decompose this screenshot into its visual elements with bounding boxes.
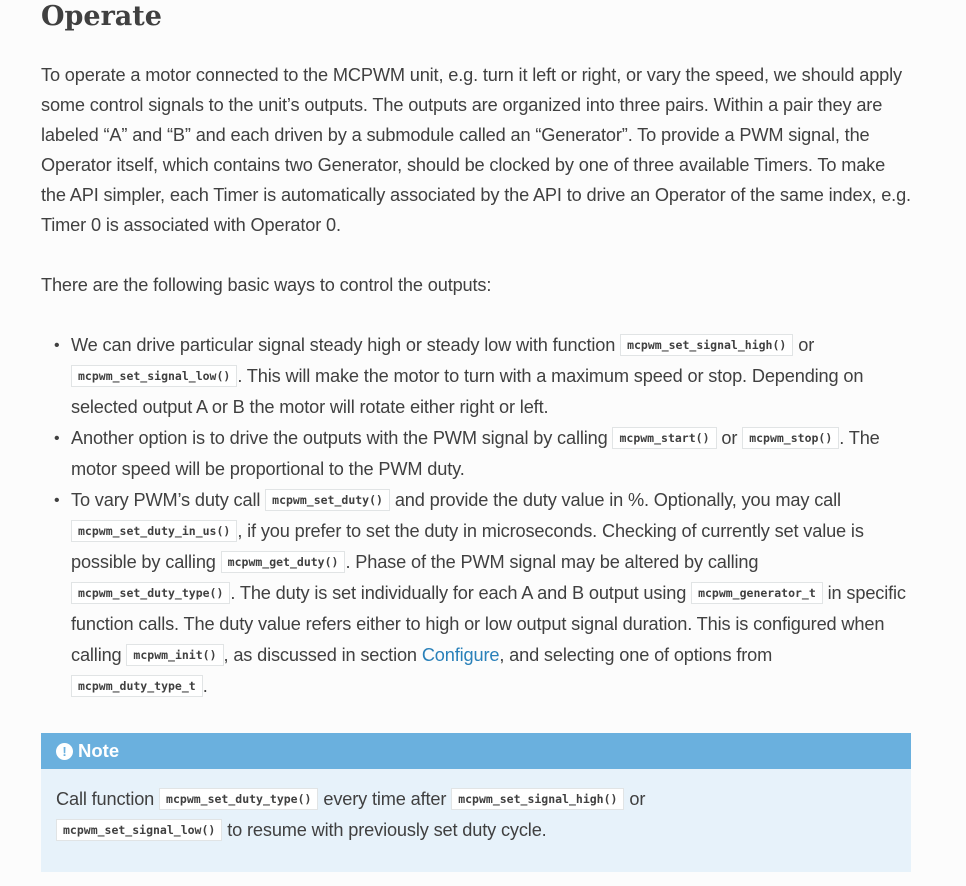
list-item: • To vary PWM’s duty call mcpwm_set_duty() and provide the duty value in %. Optionally, you may call mcpwm_set_duty_in_us() , if you prefer to set the duty in microseconds. Checking of currently set value is possible by calling mcpwm_get_duty() . Phase of the PWM signal may be altered by calling mcpwm_set_duty_type() . The duty is set individually for each A and B output using mcpwm_generator_t in specific function calls. The duty value refers either to high or low output signal duration. This is configured when calling mcpwm_init() , as discussed in section Configure, and selecting one of options from mcpwm_duty_type_t . [71, 485, 911, 702]
note-title: Note [78, 740, 120, 761]
note-body [41, 769, 911, 872]
list-item: • We can drive particular signal steady high or steady low with function mcpwm_set_signal_high() or mcpwm_set_signal_low() . This will make the motor to turn with a maximum speed or stop. Depending on selected output A or B the motor will rotate either right or left. [71, 330, 911, 423]
note-header [41, 733, 911, 769]
code-mcpwm-start: mcpwm_start() [612, 427, 716, 449]
code-mcpwm-get-duty: mcpwm_get_duty() [221, 551, 346, 573]
code-mcpwm-generator-t: mcpwm_generator_t [691, 582, 823, 604]
code-mcpwm-stop: mcpwm_stop() [742, 427, 839, 449]
lead-paragraph: There are the following basic ways to control the outputs: [41, 275, 492, 295]
code-mcpwm-set-signal-high: mcpwm_set_signal_high() [620, 334, 793, 356]
code-mcpwm-duty-type-t: mcpwm_duty_type_t [71, 675, 203, 697]
bullet-icon: • [54, 430, 60, 447]
list-item: • Another option is to drive the outputs with the PWM signal by calling mcpwm_start() or mcpwm_stop() . The motor speed will be proportional to the PWM duty. [71, 423, 911, 485]
code-mcpwm-set-duty: mcpwm_set_duty() [265, 489, 390, 511]
code-mcpwm-set-duty-in-us: mcpwm_set_duty_in_us() [71, 520, 237, 542]
code-mcpwm-set-signal-high: mcpwm_set_signal_high() [451, 788, 624, 810]
bullet-icon: • [54, 337, 60, 354]
code-mcpwm-set-signal-low: mcpwm_set_signal_low() [71, 365, 237, 387]
bullet-icon: • [54, 492, 60, 509]
code-mcpwm-set-signal-low: mcpwm_set_signal_low() [56, 819, 222, 841]
intro-paragraph: To operate a motor connected to the MCPWM unit, e.g. turn it left or right, or vary the speed, we should apply some control signals to the unit’s outputs. The outputs are organized into three pairs. Within a pair they are labeled “A” and “B” and each driven by a submodule called an “Generator”. To provide a PWM signal, the Operator itself, which contains two Generator, should be clocked by one of three available Timers. To make the API simpler, each Timer is automatically associated by the API to drive an Operator of the same index, e.g. Timer 0 is associated with Operator 0. [41, 65, 911, 235]
code-mcpwm-set-duty-type: mcpwm_set_duty_type() [71, 582, 230, 604]
note-paragraph: Call function mcpwm_set_duty_type() every time after mcpwm_set_signal_high() or mcpwm_set_signal_low() to resume with previously set duty cycle. [56, 789, 646, 840]
configure-link[interactable]: Configure [421, 645, 500, 665]
control-methods-list [41, 330, 911, 702]
section-title: Operate [41, 1, 162, 32]
note-admonition [41, 733, 911, 872]
code-mcpwm-set-duty-type: mcpwm_set_duty_type() [159, 788, 318, 810]
code-mcpwm-init: mcpwm_init() [126, 644, 223, 666]
exclamation-circle-icon: ! [56, 743, 73, 760]
